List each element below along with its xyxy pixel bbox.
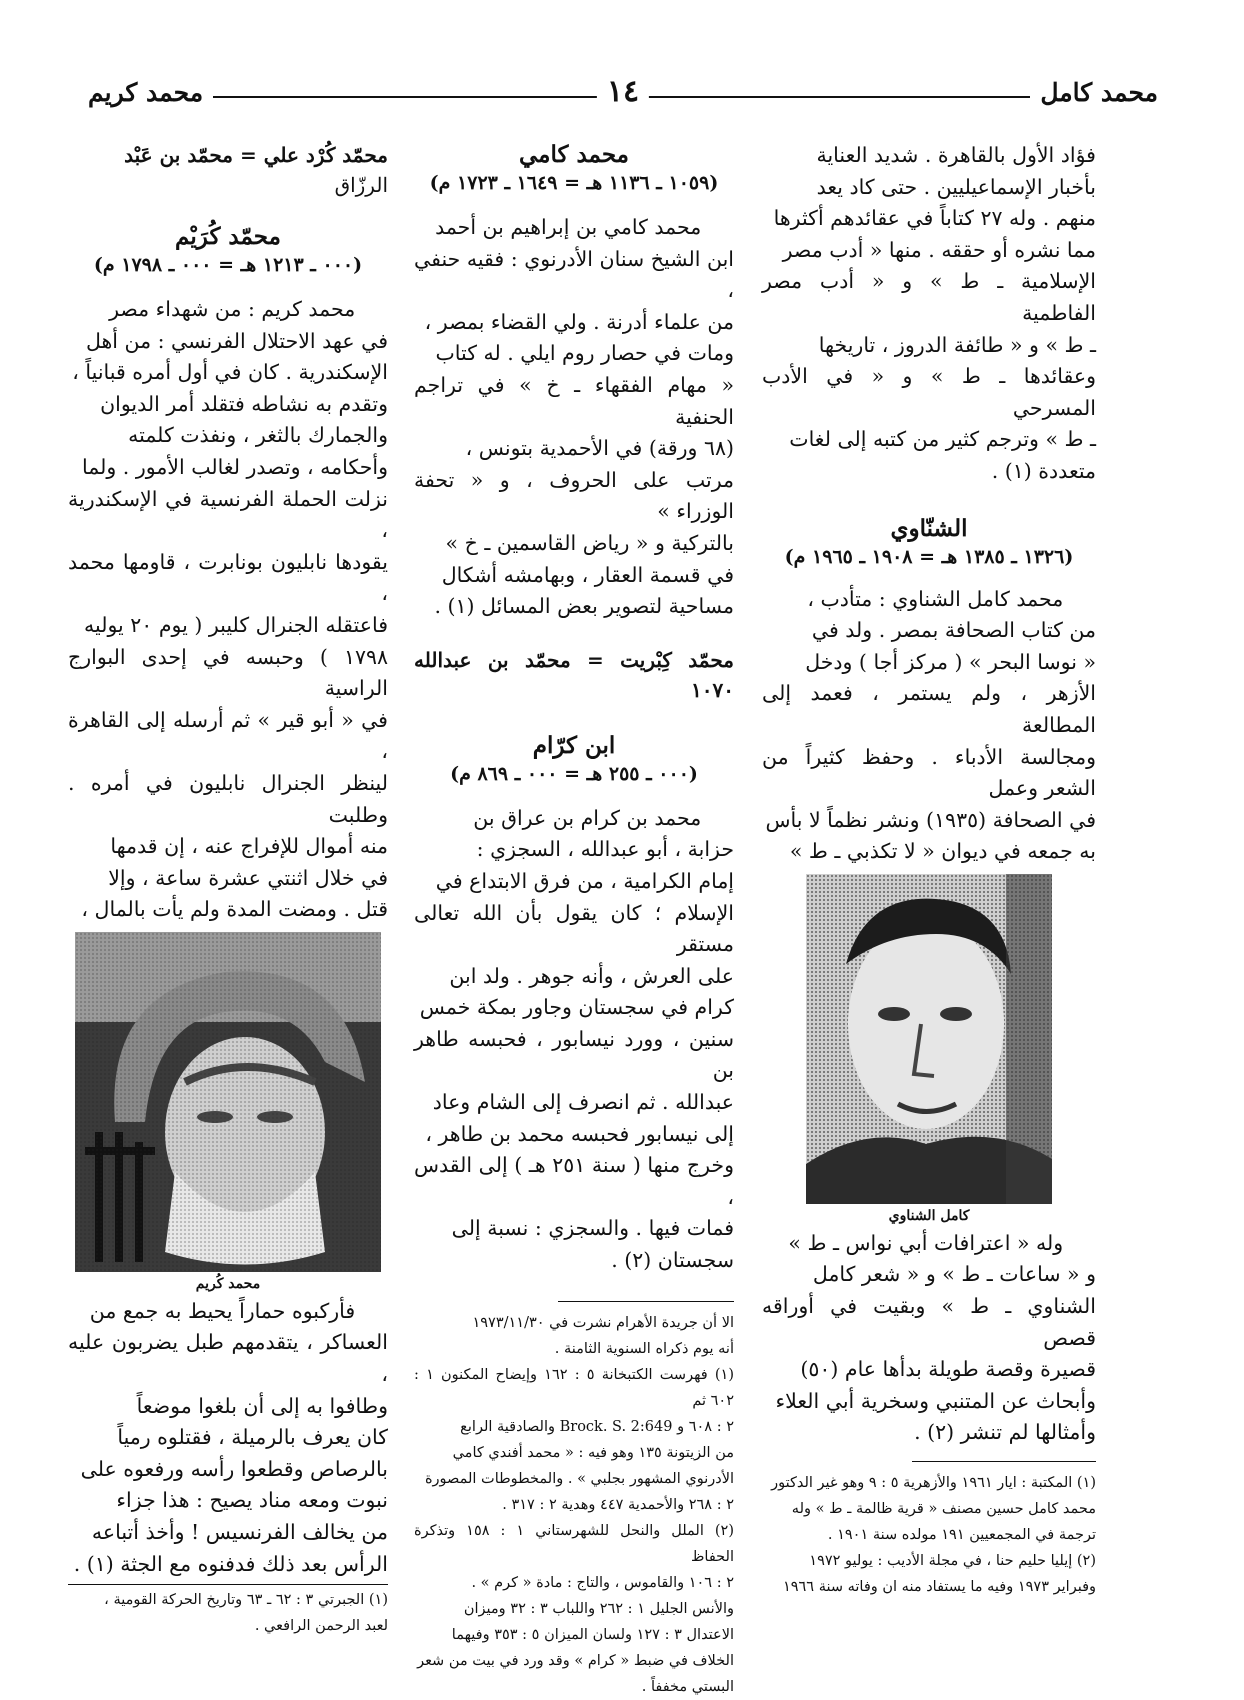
footnote-line: ٢ : ٢٦٨ والأحمدية ٤٤٧ وهدية ٢ : ٣١٧ . [502,1496,734,1513]
paragraph-line: الأزهر ، ولم يستمر ، فعمد إلى المطالعة [762,681,1096,737]
paragraph-line: الإسلام ؛ كان يقول بأن الله تعالى مستقر [414,900,734,957]
photo-caption: كامل الشناوي [888,1207,970,1224]
paragraph-line: بأخبار الإسماعيليين . حتى كاد يعد [816,174,1096,199]
paragraph-line: وعقائدها ـ ط » و « في الأدب المسرحي [762,364,1096,420]
footnote-line: وفبراير ١٩٧٣ وفيه ما يستفاد منه ان وفاته سنة ١٩٦٦ [782,1579,1096,1596]
footnote-line: الأدرنوي المشهور بجلبي » . والمخطوطات المصورة [424,1470,734,1487]
footnote-line: الخلاف في ضبط « كرام » وقد ورد في بيت من شعر [417,1652,734,1669]
paragraph-line: من علماء أدرنة . ولي القضاء بمصر ، [424,309,734,334]
middle-column [414,140,734,1700]
cross-reference: محمّد كِبْريت = محمّد بن عبدالله ١٠٧٠ [414,647,734,702]
cross-reference: محمّد كُرْد علي = محمّد بن عَبْد [124,143,388,167]
footnote-line: (١) المكتبة : ايار ١٩٦١ والأزهرية ٥ : ٩ وهو غير الدكتور [771,1475,1096,1492]
footnote-line: البستي مخففاً . [641,1678,734,1695]
paragraph-line: وأحكامه ، وتصدر لغالب الأمور . ولما [82,454,388,479]
paragraph-line: سنين ، وورد نيسابور ، فحبسه طاهر بن [414,1026,734,1083]
entry-title: ابن كرّام [532,731,616,759]
paragraph-line: (٦٨ ورقة) في الأحمدية بتونس ، [465,436,734,461]
paragraph-line: به جمعه في ديوان « لا تكذبي ـ ط » [789,839,1096,864]
paragraph-line: وطافوا به إلى أن بلغوا موضعاً [136,1393,388,1418]
paragraph-line: بالتركية و « رياض القاسمين ـ خ » [445,530,734,555]
paragraph-line: في الصحافة (١٩٣٥) ونشر نظماً لا بأس [765,807,1096,832]
paragraph-line: ومجالسة الأدباء . وحفظ كثيراً من الشعر وعمل [762,744,1096,801]
paragraph-line: عبدالله . ثم انصرف إلى الشام وعاد [432,1090,734,1115]
paragraph-line: مرتب على الحروف ، و « تحفة الوزراء » [414,467,734,524]
footnote-line: والأنس الجليل ١ : ٢٦٢ واللباب ٣ : ٣٢ وميزان [463,1600,734,1617]
paragraph-line: متعددة (١) . [991,458,1096,483]
paragraph-line: محمد كريم : من شهداء مصر [109,297,356,321]
footnote-line: الا أن جريدة الأهرام نشرت في ١٩٧٣/١١/٣٠ [472,1314,734,1331]
paragraph-line: قصيرة وقصة طويلة بدأها عام (٥٠) [800,1357,1096,1382]
header-left-title: محمد كريم [78,78,213,107]
paragraph-line: وتقدم به نشاطه فتقلد أمر الديوان [100,391,388,416]
footnote-rule [68,1584,388,1585]
paragraph-line: كان يعرف بالرميلة ، فقتلوه رمياً [117,1425,388,1450]
paragraph-line: العساكر ، يتقدمهم طبل يضربون عليه ، [68,1330,388,1387]
paragraph-line: منهم . وله ٢٧ كتاباً في عقائدهم أكثرها [773,206,1096,231]
entry-dates: (١٠٥٩ ـ ١١٣٦ هـ = ١٦٤٩ ـ ١٧٢٣ م) [429,172,719,194]
paragraph-line: محمد كامل الشناوي : متأدب ، [807,586,1064,611]
footnote-line: (١) الجبرتي ٣ : ٦٢ ـ ٦٣ وتاريخ الحركة القومية ، [104,1592,388,1609]
footnote-line: الاعتدال ٣ : ١٢٧ ولسان الميزان ٥ : ٣٥٣ وفيهما [451,1626,734,1643]
paragraph-line: كرام في سجستان وجاور بمكة خمس [419,995,734,1020]
page-number: ١٤ [597,74,649,109]
footnote-line: (٢) إيليا حليم حنا ، في مجلة الأديب : يوليو ١٩٧٢ [809,1553,1096,1570]
paragraph-line: بالرصاص وقطعوا رأسه ورفعوه على [80,1456,388,1481]
header-right-title: محمد كامل [1030,78,1168,107]
paragraph-line: لينظر الجنرال نابليون في أمره . وطلبت [68,770,388,827]
portrait-photo-karim [75,932,381,1272]
paragraph-line: يقودها نابليون بونابرت ، قاومها محمد ، [68,549,388,606]
paragraph-line: الرأس بعد ذلك فدفنوه مع الجثة (١) . [73,1551,388,1576]
running-head [78,72,1168,122]
paragraph-line: وأبحاث عن المتنبي وسخرية أبي العلاء [775,1388,1096,1413]
paragraph-line: قتل . ومضت المدة ولم يأت بالمال ، [81,897,388,922]
paragraph-line: من يخالف الفرنسيس ! وأخذ أتباعه [91,1520,388,1545]
footnote-line: أنه يوم ذكراه السنوية الثامنة . [554,1340,734,1357]
paragraph-line: « مهام الفقهاء ـ خ » في تراجم الحنفية [414,372,734,429]
footnote-line: ٢ : ٦٠٨ و Brock. S. 2:649 والصادقية الرابع [460,1418,734,1435]
entry-title: الشنّاوي [890,514,968,542]
paragraph-line: نزلت الحملة الفرنسية في الإسكندرية ، [68,486,388,543]
paragraph-line: والجمارك بالثغر ، ونفذت كلمته [128,423,388,448]
paragraph-line: ومات في حصار روم ايلي . له كتاب [435,341,734,366]
entry-title: محمد كامي [519,141,629,168]
paragraph-line: ١٧٩٨ ) وحبسه في إحدى البوارج الراسية [68,644,388,701]
paragraph-line: الشناوي ـ ط » وبقيت في أوراقه قصص [762,1294,1096,1350]
paragraph-line: « نوسا البحر » ( مركز أجا ) ودخل [805,649,1096,674]
paragraph-line: ـ ط » و « طائفة الدروز ، تاريخها [818,332,1096,357]
paragraph-line: مما نشره أو حققه . منها « أدب مصر [782,237,1096,262]
portrait-photo-shinnawi [806,874,1052,1204]
paragraph-line: في « أبو قير » ثم أرسله إلى القاهرة ، [68,707,388,764]
footnote-line: (١) فهرست الكتبخانة ٥ : ١٦٢ وإيضاح المكنون ١ : ٦٠٢ ثم [414,1366,734,1409]
entry-dates: (١٣٢٦ ـ ١٣٨٥ هـ = ١٩٠٨ ـ ١٩٦٥ م) [784,545,1074,568]
paragraph-line: الإسلامية ـ ط » و « أدب مصر الفاطمية [762,269,1096,325]
paragraph-line: وخرج منها ( سنة ٢٥١ هـ ) إلى القدس ، [414,1153,734,1209]
paragraph-line: وله « اعترافات أبي نواس ـ ط » [788,1230,1064,1255]
left-column [68,140,388,1639]
paragraph-line: محمد كامي بن إبراهيم بن أحمد [435,215,702,239]
cross-reference: الرزّاق [334,173,388,197]
entry-dates: (٠٠٠ ـ ١٢١٣ هـ = ٠٠٠ ـ ١٧٩٨ م) [93,254,363,276]
paragraph-line: حزابة ، أبو عبدالله ، السجزي : [476,837,734,862]
paragraph-line: إمام الكرامية ، من فرق الابتداع في [435,868,734,893]
paragraph-line: في قسمة العقار ، وبهامشه أشكال [441,562,734,587]
paragraph-line: ـ ط » وترجم كثير من كتبه إلى لغات [789,427,1096,452]
paragraph-line: فأركبوه حماراً يحيط به جمع من [89,1298,356,1323]
footnote-rule [558,1301,734,1302]
footnote-line: (٢) الملل والنحل للشهرستاني ١ : ١٥٨ وتذكرة الحفاظ [414,1522,735,1565]
photo-caption: محمد كُريم [195,1275,261,1292]
paragraph-line: في خلال اثنتي عشرة ساعة ، وإلا [108,865,388,890]
paragraph-line: سجستان (٢) . [611,1248,734,1273]
paragraph-line: فاعتقله الجنرال كليبر ( يوم ٢٠ يوليه [84,612,388,637]
footnote-line: ٢ : ١٠٦ والقاموس ، والتاج : مادة « كرم » . [471,1574,734,1591]
footnote-line: لعبد الرحمن الرافعي . [254,1618,388,1635]
paragraph-line: نبوت ومعه مناد يصيح : هذا جزاء [116,1488,388,1513]
paragraph-line: و « ساعات ـ ط » و « شعر كامل [812,1262,1096,1287]
paragraph-line: فمات فيها . والسجزي : نسبة إلى [451,1216,734,1241]
paragraph-line: في عهد الاحتلال الفرنسي : من أهل [85,328,388,353]
footnote-line: من الزيتونة ١٣٥ وهو فيه : « محمد أفندي كامي [452,1444,734,1461]
entry-dates: (٠٠٠ ـ ٢٥٥ هـ = ٠٠٠ ـ ٨٦٩ م) [450,762,698,785]
paragraph-line: على العرش ، وأنه جوهر . ولد ابن [449,963,734,988]
paragraph-line: منه أموال للإفراج عنه ، إن قدمها [110,834,388,859]
right-column [762,140,1096,1600]
paragraph-line: من كتاب الصحافة بمصر . ولد في [811,618,1096,643]
paragraph-line: الإسكندرية . كان في أول أمره قبانياً ، [72,360,388,385]
paragraph-line: ابن الشيخ سنان الأدرنوي : فقيه حنفي ، [414,246,734,303]
paragraph-line: مساحية لتصوير بعض المسائل (١) . [434,594,734,619]
footnote-line: محمد كامل حسين مصنف « قرية ظالمة ـ ط » وله [791,1501,1096,1518]
entry-title: محمّد كُرَيْم [175,223,281,250]
paragraph-line: فؤاد الأول بالقاهرة . شديد العناية [816,143,1096,167]
paragraph-line: إلى نيسابور فحبسه محمد بن طاهر ، [425,1121,734,1146]
paragraph-line: محمد بن كرام بن عراق بن [473,805,702,830]
footnote-rule [912,1461,1096,1462]
paragraph-line: وأمثالها لم تنشر (٢) . [914,1420,1096,1445]
footnote-line: ترجمة في المجمعيين ١٩١ مولده سنة ١٩٠١ . [827,1527,1096,1544]
